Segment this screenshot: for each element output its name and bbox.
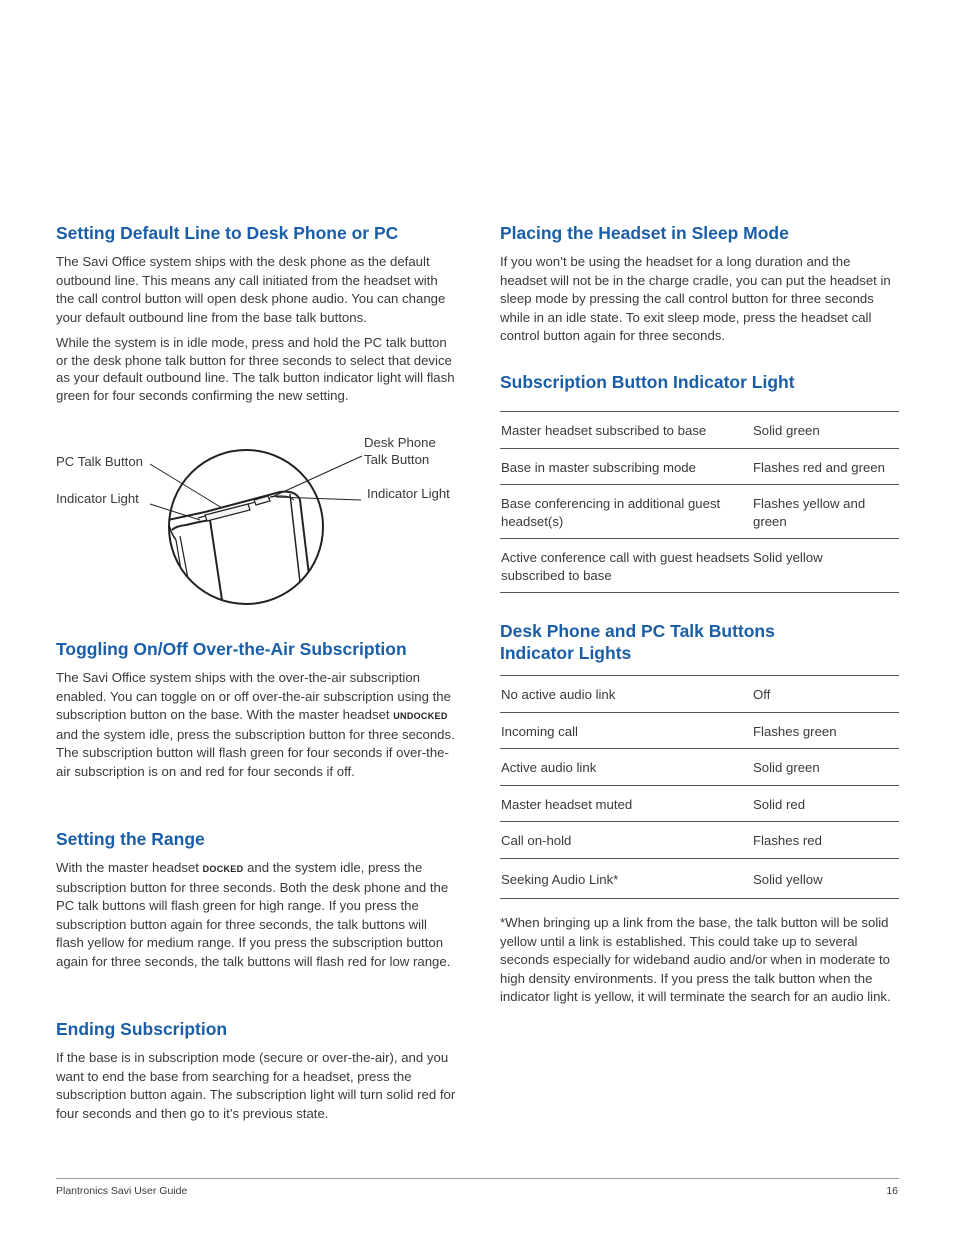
paragraph: With the master headset DOCKED and the system idle, press the subscription button for three seconds. Both the desk phone and the PC talk buttons will flash green for high range. If you press the subscription button again for three seconds, the talk buttons will flash yellow for medium range. If you press the subscription button again for three seconds, the talk buttons will flash red for low range. bbox=[56, 860, 451, 969]
table-row bbox=[500, 412, 899, 449]
heading-range: Setting the Range bbox=[56, 829, 205, 849]
table-row bbox=[500, 448, 899, 485]
table-row bbox=[500, 749, 899, 786]
table-cell: Solid green bbox=[752, 749, 899, 786]
paragraph: If the base is in subscription mode (secure or over-the-air), and you want to end the base from searching for a headset, press the subscription button again. The subscription light will turn solid red for four seconds and then go to it’s previous state. bbox=[56, 1050, 456, 1121]
table-cell: Solid yellow bbox=[752, 539, 899, 593]
table-cell: Seeking Audio Link* bbox=[500, 858, 752, 899]
table-cell: Incoming call bbox=[500, 712, 752, 749]
section-sleep-mode bbox=[500, 222, 899, 346]
table-cell: Master headset subscribed to base bbox=[500, 412, 752, 449]
page-footer bbox=[56, 1178, 899, 1197]
heading-subscription-indicator: Subscription Button Indicator Light bbox=[500, 372, 795, 392]
table-cell: Off bbox=[752, 676, 899, 713]
table-cell: Flashes green bbox=[752, 712, 899, 749]
table-cell: Flashes red bbox=[752, 822, 899, 859]
page-number: 16 bbox=[886, 1185, 898, 1197]
table-cell: Master headset muted bbox=[500, 785, 752, 822]
talk-button-indicator-table bbox=[500, 675, 899, 899]
table-cell: Active audio link bbox=[500, 749, 752, 786]
label-desk-phone-line2: Talk Button bbox=[364, 452, 430, 467]
table-cell: Flashes yellow and green bbox=[752, 485, 899, 539]
footer-title: Plantronics Savi User Guide bbox=[56, 1185, 188, 1197]
table-cell: Solid green bbox=[752, 412, 899, 449]
heading-talk-button-indicators: Desk Phone and PC Talk Buttons Indicator Lights bbox=[500, 621, 775, 663]
section-range bbox=[56, 828, 456, 972]
footnote: *When bringing up a link from the base, the talk button will be solid yellow until a link is established. This could take up to several seconds especially for wideband audio and/or when in moderate to high density environments. If you press the talk button when the indicator light is yellow, it will terminate the search for an audio link. bbox=[500, 915, 891, 1005]
table-row bbox=[500, 785, 899, 822]
table-row bbox=[500, 676, 899, 713]
label-desk-phone-line1: Desk Phone bbox=[364, 435, 436, 450]
table-row bbox=[500, 485, 899, 539]
section-ota-subscription bbox=[56, 638, 456, 782]
paragraph: The Savi Office system ships with the over-the-air subscription enabled. You can toggle on or off over-the-air subscription using the subscription button on the base. With the master headset UNDOCKED and the system idle, press the subscription button for three seconds. The subscription button will flash green for four seconds if over-the-air subscription is on and red for four seconds if off. bbox=[56, 670, 455, 779]
table-cell: Flashes red and green bbox=[752, 448, 899, 485]
table-row bbox=[500, 858, 899, 899]
paragraph: While the system is in idle mode, press and hold the PC talk button or the desk phone talk button for three seconds to select that device as your default outbound line. The talk button indicator light will flash green for four seconds confirming the new setting. bbox=[56, 335, 455, 403]
section-default-line bbox=[56, 222, 456, 404]
table-row bbox=[500, 712, 899, 749]
table-cell: Active conference call with guest headsets subscribed to base bbox=[500, 539, 752, 593]
heading-ota-subscription: Toggling On/Off Over-the-Air Subscription bbox=[56, 639, 407, 659]
heading-sleep-mode: Placing the Headset in Sleep Mode bbox=[500, 223, 789, 243]
label-indicator-light-left: Indicator Light bbox=[56, 491, 139, 506]
table-cell: Base in master subscribing mode bbox=[500, 448, 752, 485]
table-cell: No active audio link bbox=[500, 676, 752, 713]
section-ending-subscription bbox=[56, 1018, 456, 1123]
section-talk-button-indicators bbox=[500, 620, 899, 1007]
label-indicator-light-right: Indicator Light bbox=[367, 486, 450, 501]
paragraph: The Savi Office system ships with the desk phone as the default outbound line. This means any call initiated from the headset with the call control button will open desk phone audio. You can change your default outbound line from the base talk buttons. bbox=[56, 254, 446, 325]
heading-ending-subscription: Ending Subscription bbox=[56, 1019, 228, 1039]
subscription-indicator-table bbox=[500, 411, 899, 593]
table-cell: Solid yellow bbox=[752, 858, 899, 899]
table-row bbox=[500, 539, 899, 593]
table-cell: Base conferencing in additional guest headset(s) bbox=[500, 485, 752, 539]
paragraph: If you won’t be using the headset for a long duration and the headset will not be in the charge cradle, you can put the headset in sleep mode by pressing the call control button for three seconds while in an idle state. To exit sleep mode, press the headset call control button again for three seconds. bbox=[500, 254, 891, 344]
section-subscription-indicator bbox=[500, 371, 899, 593]
table-cell: Solid red bbox=[752, 785, 899, 822]
heading-default-line: Setting Default Line to Desk Phone or PC bbox=[56, 223, 399, 243]
table-cell: Call on-hold bbox=[500, 822, 752, 859]
label-pc-talk-button: PC Talk Button bbox=[56, 454, 143, 469]
table-row bbox=[500, 822, 899, 859]
